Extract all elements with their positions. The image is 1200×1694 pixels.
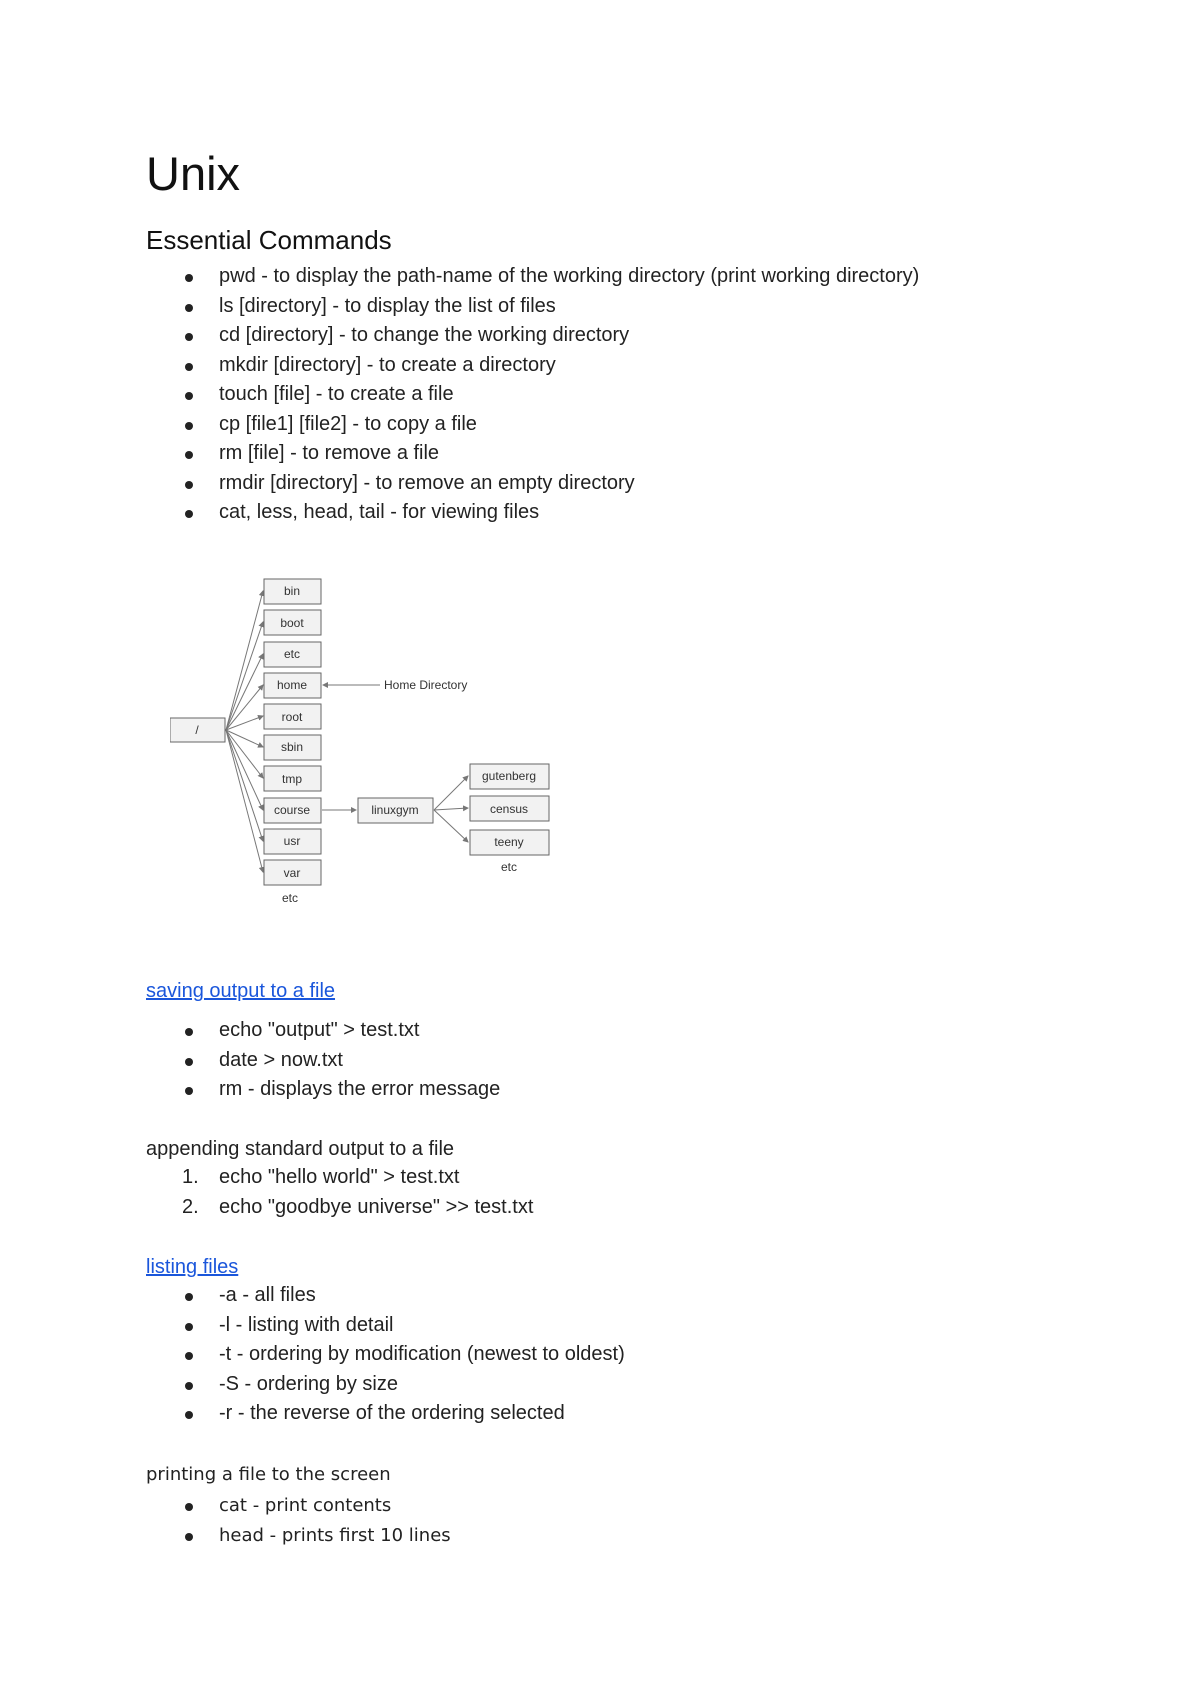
dir-label: root [281,710,303,724]
list-item: -t - ordering by modification (newest to oldest) [146,1340,625,1370]
dir-label: home [276,678,308,692]
linuxgym-node [358,798,433,823]
root-to-dir-arrow [226,730,263,841]
dir-label: etc [283,647,301,661]
item-number: 2. [182,1195,199,1218]
list-item: pwd - to display the path-name of the working directory (print working directory) [146,262,919,292]
dir-node-usr [264,829,321,854]
dir-label: course [273,803,311,817]
node-label: teeny [494,835,524,849]
essential-commands-list [146,262,919,528]
dirs-more-label: etc [281,891,299,905]
diagram-arrows [226,591,468,872]
item-text: echo "goodbye universe" >> test.txt [219,1195,534,1218]
list-item: head - prints first 10 lines [146,1521,451,1551]
listing-files-list [146,1281,625,1429]
list-item: cat - print contents [146,1491,451,1521]
dir-node-bin [264,579,321,604]
dir-node-etc [264,642,321,667]
list-item: rmdir [directory] - to remove an empty directory [146,469,919,499]
dir-node-course [264,798,321,823]
linuxgym-to-child-arrow [434,808,468,810]
saving-output-link[interactable]: saving output to a file [146,980,336,1002]
dir-node-sbin [264,735,321,760]
list-item: -a - all files [146,1281,625,1311]
linuxgym-to-child-arrow [434,810,468,842]
appending-list [146,1163,533,1222]
node-label: gutenberg [481,769,537,783]
item-text: echo "hello world" > test.txt [219,1166,460,1188]
dir-label: var [283,866,301,880]
home-directory-annotation: Home Directory [384,678,468,692]
list-item: echo "output" > test.txt [146,1016,500,1046]
root-label: / [195,723,199,737]
root-to-dir-arrow [226,730,263,747]
list-item: rm - displays the error message [146,1075,500,1105]
dir-label: boot [280,616,304,630]
root-node [170,718,225,742]
dir-label: bin [283,584,301,598]
list-item: -S - ordering by size [146,1370,625,1400]
node-teeny [470,830,549,855]
list-item: date > now.txt [146,1046,500,1076]
root-to-dir-arrow [226,622,263,730]
listing-files-link[interactable]: listing files [146,1256,239,1278]
linuxgym-to-child-arrow [434,776,468,810]
saving-output-list [146,1016,500,1105]
item-number: 1. [182,1166,199,1188]
appending-heading: appending standard output to a file [146,1138,455,1160]
dir-node-boot [264,610,321,635]
dir-label: usr [283,834,301,848]
numbered-item [146,1163,533,1193]
directory-tree-diagram [170,568,590,908]
node-census [470,796,549,821]
list-item: cat, less, head, tail - for viewing files [146,498,919,528]
page-title: Unix [146,147,241,200]
dir-label: sbin [280,740,304,754]
node-gutenberg [470,764,549,789]
dir-node-tmp [264,766,321,791]
dir-node-home [264,673,321,698]
numbered-item [146,1193,533,1223]
linuxgym-label: linuxgym [371,803,419,817]
printing-heading: printing a file to the screen [146,1464,391,1485]
essential-commands-heading: Essential Commands [146,225,392,255]
root-to-dir-arrow [226,591,263,730]
list-item: cd [directory] - to change the working directory [146,321,919,351]
root-to-dir-arrow [226,730,263,872]
dir-label: tmp [281,772,303,786]
printing-list [146,1491,451,1550]
list-item: -l - listing with detail [146,1311,625,1341]
node-label: census [489,802,529,816]
dir-node-var [264,860,321,885]
list-item: ls [directory] - to display the list of files [146,292,919,322]
list-item: -r - the reverse of the ordering selected [146,1399,625,1429]
list-item: touch [file] - to create a file [146,380,919,410]
dir-node-root [264,704,321,729]
linuxgym-more-label: etc [500,860,518,874]
list-item: rm [file] - to remove a file [146,439,919,469]
list-item: mkdir [directory] - to create a directory [146,351,919,381]
list-item: cp [file1] [file2] - to copy a file [146,410,919,440]
